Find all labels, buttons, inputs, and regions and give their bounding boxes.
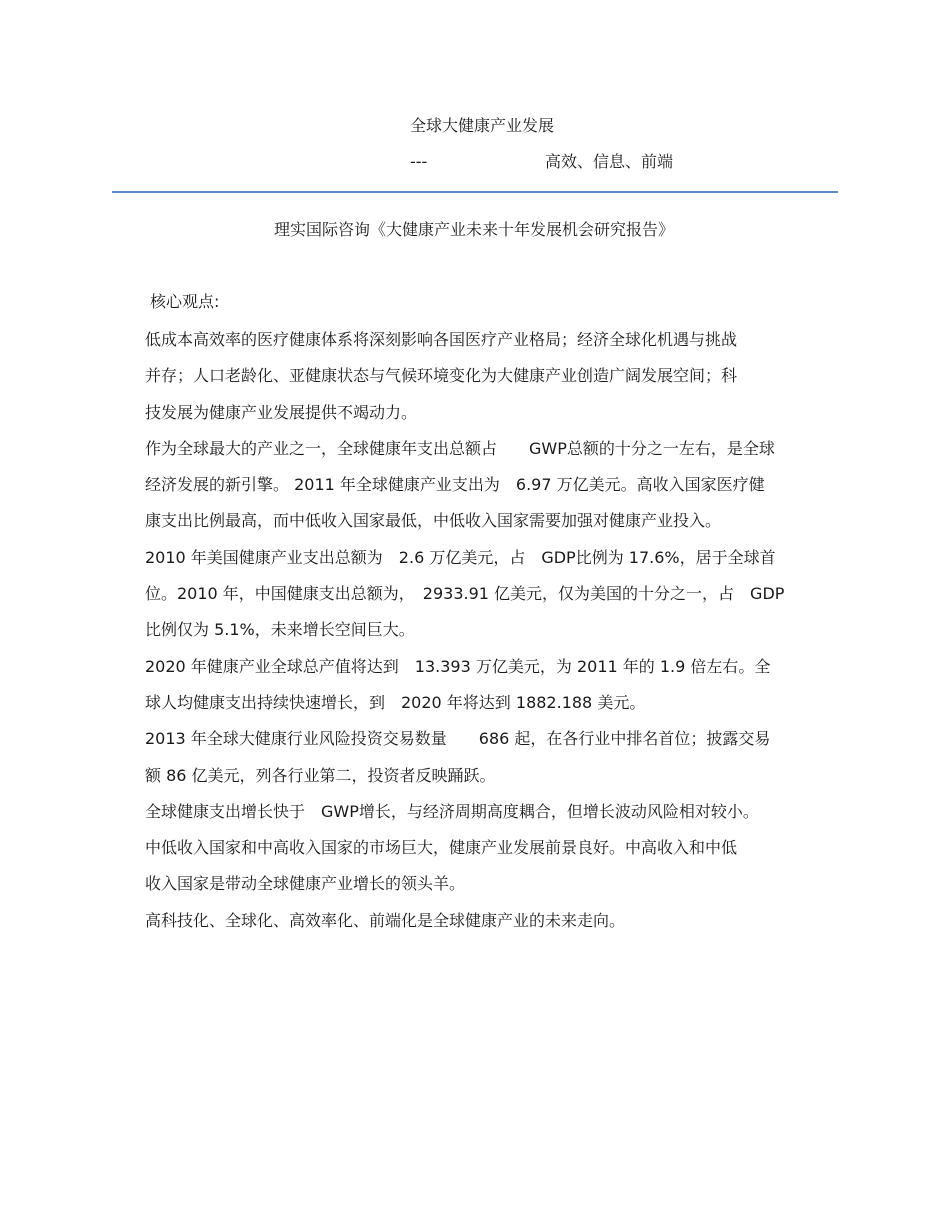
text-line: 高科技化、全球化、高效率化、前端化是全球健康产业的未来走向。 bbox=[145, 910, 626, 930]
header-dashes: --- bbox=[410, 152, 428, 171]
header-subtitle: 高效、信息、前端 bbox=[545, 152, 674, 171]
text-line: 中低收入国家和中高收入国家的市场巨大，健康产业发展前景良好。中高收入和中低 bbox=[145, 838, 738, 858]
section-label: 核心观点: bbox=[150, 292, 220, 311]
report-title-text: 理实国际咨询《大健康产业未来十年发展机会研究报告》 bbox=[273, 220, 674, 239]
text-line: 2020 年健康产业全球总产值将达到 13.393 万亿美元，为 2011 年的 1.9 倍左右。全 bbox=[145, 656, 771, 676]
text-line: 2013 年全球大健康行业风险投资交易数量 686 起，在各行业中排名首位；披露交易 bbox=[145, 729, 771, 749]
text-line: 技发展为健康产业发展提供不竭动力。 bbox=[145, 402, 418, 422]
text-line: 康支出比例最高，而中低收入国家最低，中低收入国家需要加强对健康产业投入。 bbox=[145, 511, 722, 531]
text-line: 球人均健康支出持续快速增长，到 2020 年将达到 1882.188 美元。 bbox=[145, 692, 646, 712]
text-line: 并存；人口老龄化、亚健康状态与气候环境变化为大健康产业创造广阔发展空间；科 bbox=[145, 366, 738, 386]
text-line: 收入国家是带动全球健康产业增长的领头羊。 bbox=[145, 874, 466, 894]
text-line: 经济发展的新引擎。 2011 年全球健康产业支出为 6.97 万亿美元。高收入国家医疗健 bbox=[145, 475, 765, 495]
report-title bbox=[0, 218, 950, 242]
text-line: 比例仅为 5.1%，未来增长空间巨大。 bbox=[145, 620, 415, 640]
text-line: 全球健康支出增长快于 GWP增长，与经济周期高度耦合，但增长波动风险相对较小。 bbox=[145, 801, 759, 821]
body-text bbox=[145, 328, 850, 945]
header-title: 全球大健康产业发展 bbox=[410, 116, 555, 135]
text-line: 低成本高效率的医疗健康体系将深刻影响各国医疗产业格局；经济全球化机遇与挑战 bbox=[145, 330, 738, 349]
text-line: 作为全球最大的产业之一，全球健康年支出总额占 GWP总额的十分之一左右，是全球 bbox=[145, 438, 775, 458]
text-line: 位。2010 年，中国健康支出总额为， 2933.91 亿美元，仅为美国的十分之一，占 GDP bbox=[145, 584, 785, 604]
header-divider bbox=[112, 191, 838, 193]
text-line: 额 86 亿美元，列各行业第二，投资者反映踊跃。 bbox=[145, 765, 496, 785]
text-line: 2010 年美国健康产业支出总额为 2.6 万亿美元，占 GDP比例为 17.6%，居于全球首 bbox=[145, 547, 776, 567]
